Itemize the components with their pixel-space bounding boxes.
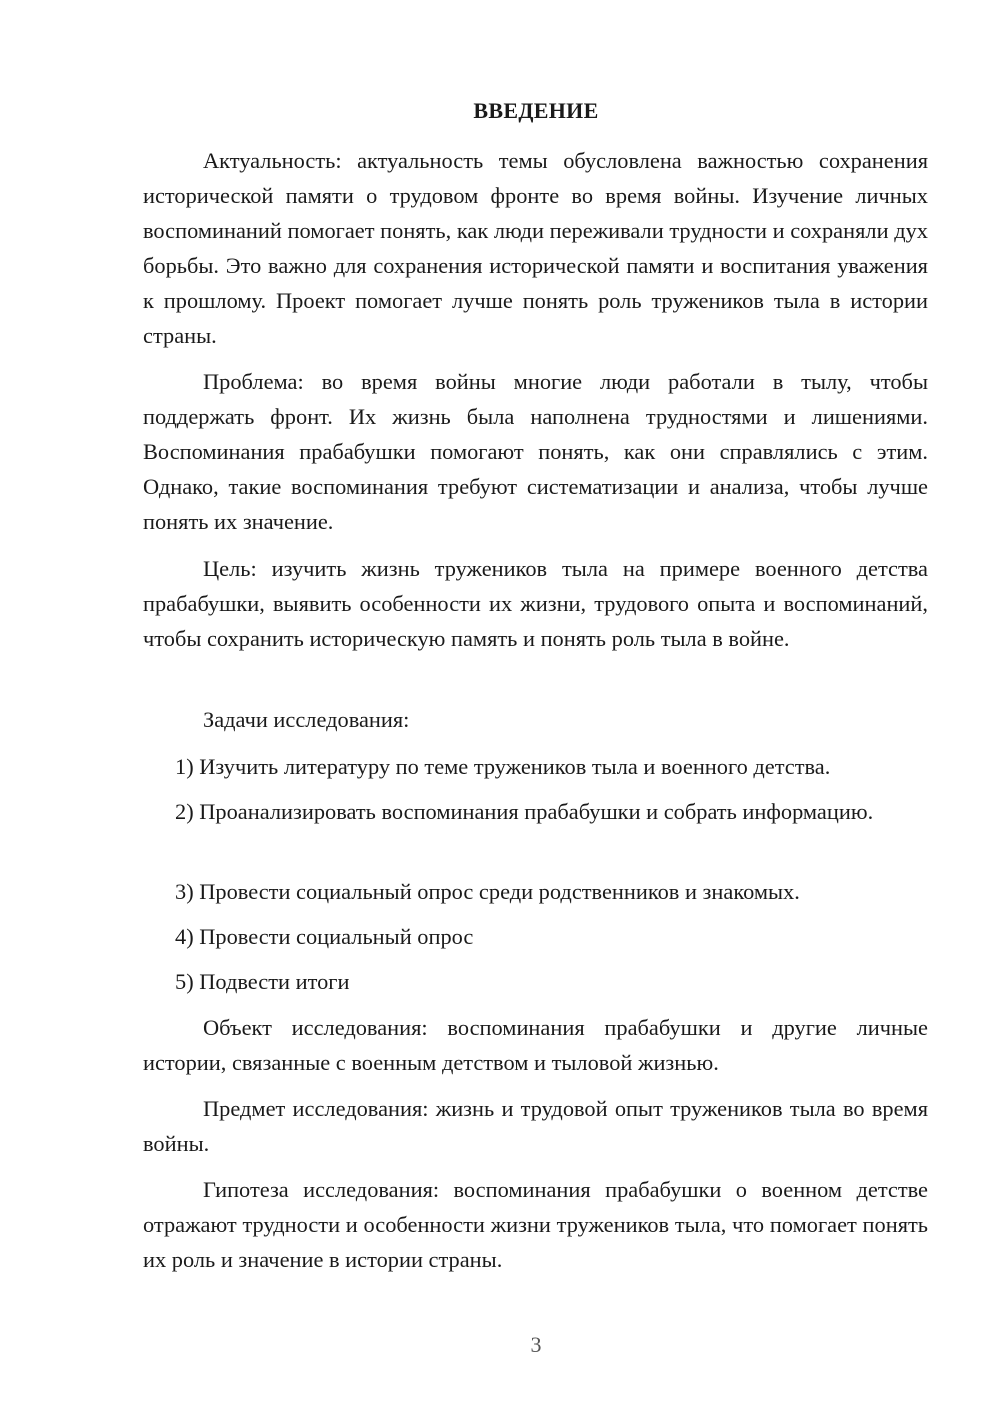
- object-paragraph: Объект исследования: воспоминания прабабушки и другие личные истории, связанные с военным детством и тыловой жизнью.: [143, 1015, 928, 1075]
- task-item-1: 1) Изучить литературу по теме тружеников тыла и военного детства.: [175, 754, 831, 779]
- page-number: 3: [530, 1332, 542, 1357]
- task-item-4: 4) Провести социальный опрос: [175, 924, 474, 949]
- hypothesis-paragraph: Гипотеза исследования: воспоминания прабабушки о военном детстве отражают трудности и особенности жизни тружеников тыла, что помогает понять их роль и значение в истории страны.: [143, 1177, 928, 1272]
- task-item-2: 2) Проанализировать воспоминания прабабушки и собрать информацию.: [175, 799, 874, 824]
- goal-paragraph: Цель: изучить жизнь тружеников тыла на примере военного детства прабабушки, выявить особенности их жизни, трудового опыта и воспоминаний, чтобы сохранить историческую память и понять роль тыла в войне.: [143, 556, 928, 651]
- page-title: ВВЕДЕНИЕ: [473, 98, 599, 123]
- problem-paragraph: Проблема: во время войны многие люди работали в тылу, чтобы поддержать фронт. Их жизнь была наполнена трудностями и лишениями. Воспоминания прабабушки помогают понять, как они справлялись с этим. Однако, такие воспоминания требуют систематизации и анализа, чтобы лучше понять их значение.: [143, 369, 928, 534]
- task-item-3: 3) Провести социальный опрос среди родственников и знакомых.: [175, 879, 800, 904]
- task-item-5: 5) Подвести итоги: [175, 969, 350, 994]
- relevance-paragraph: Актуальность: актуальность темы обусловлена важностью сохранения исторической памяти о трудовом фронте во время войны. Изучение личных воспоминаний помогает понять, как люди переживали трудности и сохраняли дух борьбы. Это важно для сохранения исторической памяти и воспитания уважения к прошлому. Проект помогает лучше понять роль тружеников тыла в истории страны.: [143, 148, 928, 348]
- subject-paragraph: Предмет исследования: жизнь и трудовой опыт тружеников тыла во время войны.: [143, 1096, 928, 1156]
- tasks-heading: Задачи исследования:: [203, 707, 410, 732]
